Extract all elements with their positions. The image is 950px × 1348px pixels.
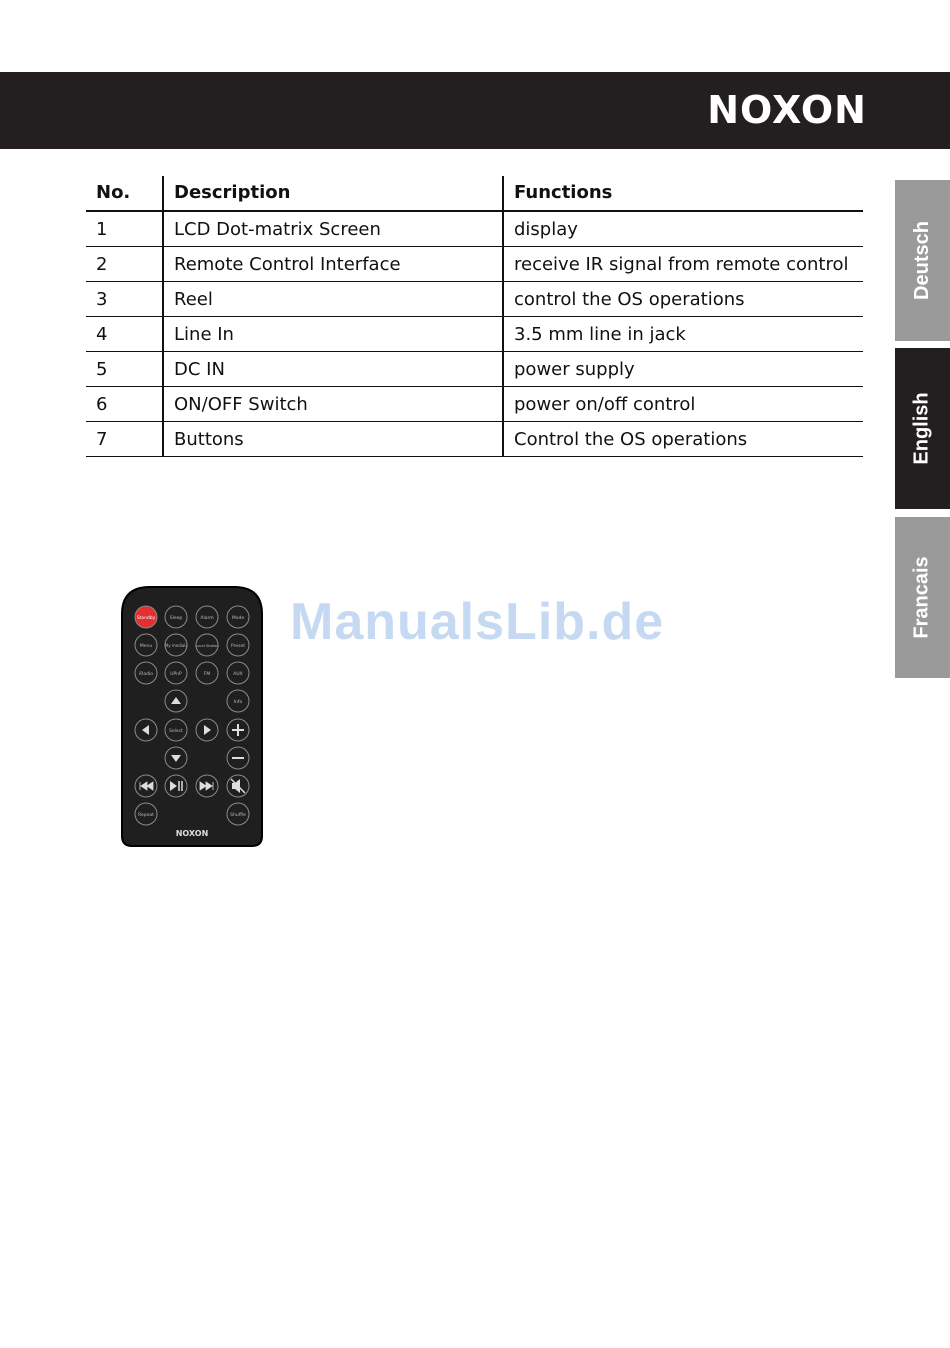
local-station-label: Local Station: [195, 644, 219, 648]
table-row: [86, 352, 863, 387]
brand-logo: NOXON: [707, 88, 867, 132]
iradio-label: iRadio: [139, 672, 153, 677]
shuffle-label: Shuffle: [230, 813, 246, 818]
cell-function: control the OS operations: [503, 282, 863, 317]
cell-function: power supply: [503, 352, 863, 387]
table-header-row: [86, 176, 863, 211]
cell-description: Reel: [163, 282, 503, 317]
tab-deutsch-label: Deutsch: [911, 221, 933, 300]
tab-deutsch[interactable]: [895, 180, 950, 341]
cell-no: 6: [86, 387, 163, 422]
table-row: [86, 387, 863, 422]
header-functions: Functions: [503, 176, 863, 211]
cell-description: Buttons: [163, 422, 503, 457]
select-label: Select: [169, 729, 183, 734]
table-row: [86, 422, 863, 457]
watermark: ManualsLib.de: [290, 593, 665, 651]
cell-no: 2: [86, 247, 163, 282]
menu-label: Menu: [139, 644, 153, 649]
remote-control-illustration: [118, 584, 268, 850]
cell-function: power on/off control: [503, 387, 863, 422]
cell-function: display: [503, 211, 863, 247]
header-description: Description: [163, 176, 503, 211]
cell-description: ON/OFF Switch: [163, 387, 503, 422]
cell-description: Remote Control Interface: [163, 247, 503, 282]
aux-label: AUX: [233, 672, 243, 677]
tab-english[interactable]: [895, 348, 950, 509]
fm-label: FM: [203, 672, 211, 677]
info-label: Info: [233, 700, 243, 705]
remote-brand-logo: NOXON: [175, 829, 209, 838]
cell-no: 5: [86, 352, 163, 387]
standby-label: Standby: [136, 616, 156, 621]
table-row: [86, 317, 863, 352]
upnp-label: UPnP: [170, 672, 182, 677]
cell-no: 7: [86, 422, 163, 457]
tab-francais-label: Francais: [911, 556, 934, 639]
my-mediau-label: My mediaU: [164, 643, 188, 648]
repeat-label: Repeat: [138, 813, 154, 818]
cell-function: Control the OS operations: [503, 422, 863, 457]
cell-no: 1: [86, 211, 163, 247]
table-row: [86, 247, 863, 282]
tab-english-label: English: [911, 392, 934, 465]
header-bar: [0, 72, 950, 149]
preset-label: Preset: [230, 644, 246, 649]
tab-francais[interactable]: [895, 517, 950, 678]
table-row: [86, 211, 863, 247]
table-row: [86, 282, 863, 317]
cell-description: LCD Dot-matrix Screen: [163, 211, 503, 247]
mode-label: Mode: [231, 616, 245, 621]
cell-function: 3.5 mm line in jack: [503, 317, 863, 352]
cell-description: Line In: [163, 317, 503, 352]
alarm-label: Alarm: [200, 616, 214, 621]
cell-no: 4: [86, 317, 163, 352]
header-no: No.: [86, 176, 163, 211]
spec-table: [86, 176, 863, 457]
sleep-label: Sleep: [169, 616, 183, 621]
cell-function: receive IR signal from remote control: [503, 247, 863, 282]
cell-description: DC IN: [163, 352, 503, 387]
standby-button: [135, 606, 157, 628]
cell-no: 3: [86, 282, 163, 317]
